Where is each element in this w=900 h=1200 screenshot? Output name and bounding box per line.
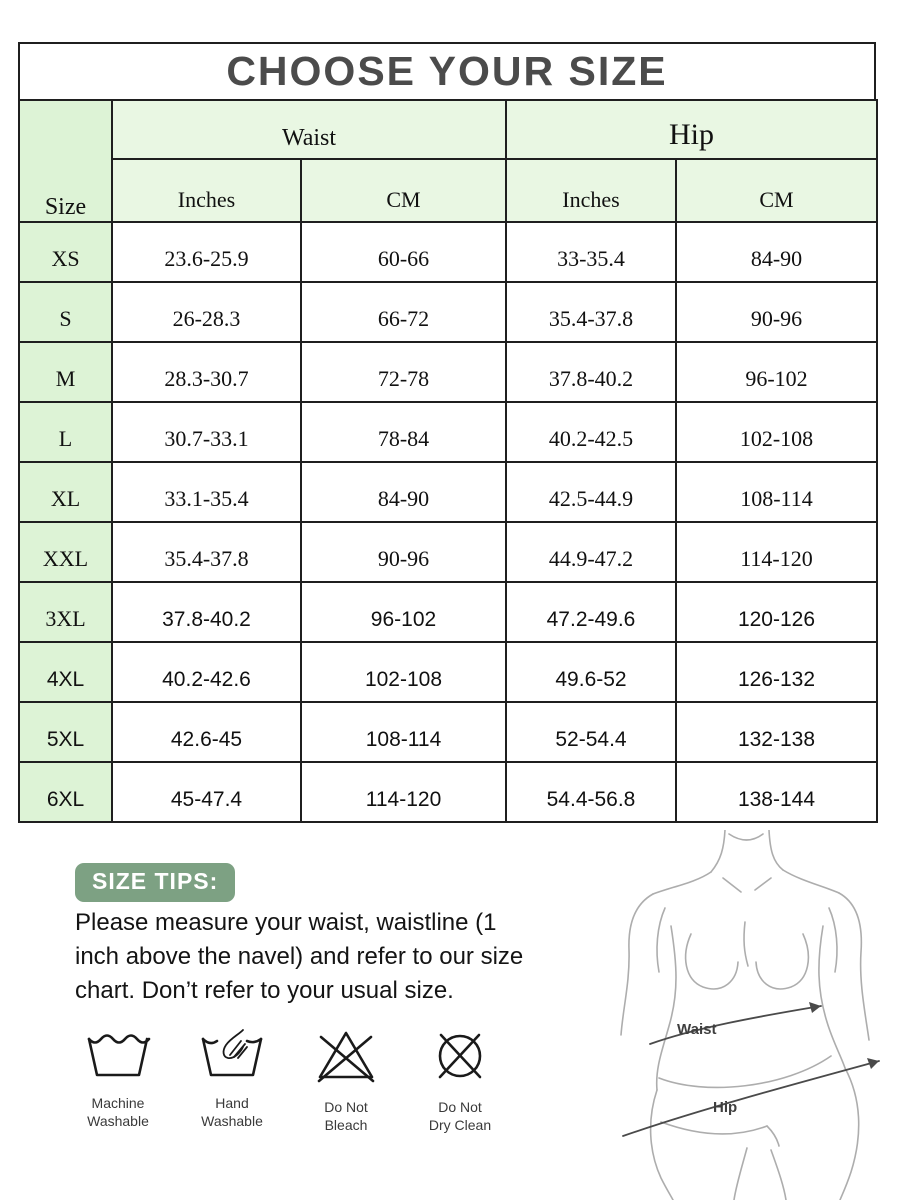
care-item-do-not-dry-clean — [410, 1028, 510, 1134]
page-title: CHOOSE YOUR SIZE — [226, 48, 668, 94]
title-box — [18, 42, 876, 101]
hip-inches-value: 47.2-49.6 — [506, 582, 676, 642]
waist-inches-value: 42.6-45 — [112, 702, 301, 762]
waist-cm-value: 60-66 — [301, 222, 506, 282]
waist-cm-value: 96-102 — [301, 582, 506, 642]
col-header-hip: Hip — [506, 100, 877, 159]
waist-cm-value: 72-78 — [301, 342, 506, 402]
hip-inches-value: 40.2-42.5 — [506, 402, 676, 462]
waist-inches-value: 28.3-30.7 — [112, 342, 301, 402]
hip-inches-value: 37.8-40.2 — [506, 342, 676, 402]
care-label: Hand Washable — [201, 1095, 263, 1129]
size-label: 5XL — [19, 702, 112, 762]
size-tips-badge: SIZE TIPS: — [75, 863, 235, 902]
figure-waist-label: Waist — [677, 1021, 717, 1038]
size-label: XL — [19, 462, 112, 522]
size-label: XXL — [19, 522, 112, 582]
care-item-hand-washable — [182, 1028, 282, 1134]
table-row-xxl — [19, 522, 877, 582]
hip-inches-value: 52-54.4 — [506, 702, 676, 762]
waist-inches-value: 26-28.3 — [112, 282, 301, 342]
col-header-waist-cm: CM — [301, 159, 506, 222]
care-label: Do Not Bleach — [324, 1099, 368, 1133]
waist-inches-value: 35.4-37.8 — [112, 522, 301, 582]
size-label: M — [19, 342, 112, 402]
do-not-bleach-icon — [311, 1028, 381, 1084]
waist-cm-value: 102-108 — [301, 642, 506, 702]
col-header-size: Size — [19, 100, 112, 222]
care-label: Machine Washable — [87, 1095, 149, 1129]
col-header-hip-cm: CM — [676, 159, 877, 222]
size-chart-table — [18, 99, 878, 823]
size-label: L — [19, 402, 112, 462]
size-tips-text: Please measure your waist, waistline (1 inch above the navel) and refer to our size chart. Don’t refer to your usual size. — [75, 909, 524, 1004]
hip-cm-value: 120-126 — [676, 582, 877, 642]
size-label: XS — [19, 222, 112, 282]
hip-inches-value: 49.6-52 — [506, 642, 676, 702]
measurement-figure — [595, 830, 900, 1200]
waist-cm-value: 108-114 — [301, 702, 506, 762]
waist-inches-value: 30.7-33.1 — [112, 402, 301, 462]
size-label: 4XL — [19, 642, 112, 702]
hip-cm-value: 90-96 — [676, 282, 877, 342]
waist-cm-value: 66-72 — [301, 282, 506, 342]
hip-cm-value: 96-102 — [676, 342, 877, 402]
care-label: Do Not Dry Clean — [428, 1099, 492, 1133]
hip-inches-value: 42.5-44.9 — [506, 462, 676, 522]
care-item-do-not-bleach — [296, 1028, 396, 1134]
waist-inches-value: 40.2-42.6 — [112, 642, 301, 702]
figure-hip-label: Hip — [713, 1099, 738, 1116]
waist-cm-value: 84-90 — [301, 462, 506, 522]
hip-cm-value: 132-138 — [676, 702, 877, 762]
waist-cm-value: 78-84 — [301, 402, 506, 462]
waist-inches-value: 45-47.4 — [112, 762, 301, 822]
machine-washable-icon — [83, 1028, 153, 1080]
care-instructions-row — [68, 1028, 510, 1134]
table-row-3xl — [19, 582, 877, 642]
table-row-6xl — [19, 762, 877, 822]
size-label: 3XL — [19, 582, 112, 642]
table-row-xs — [19, 222, 877, 282]
hip-cm-value: 108-114 — [676, 462, 877, 522]
hip-inches-value: 33-35.4 — [506, 222, 676, 282]
hip-inches-value: 44.9-47.2 — [506, 522, 676, 582]
size-chart-sheet — [18, 42, 876, 823]
waist-cm-value: 90-96 — [301, 522, 506, 582]
table-row-xl — [19, 462, 877, 522]
waist-inches-value: 23.6-25.9 — [112, 222, 301, 282]
care-item-machine-washable — [68, 1028, 168, 1134]
table-row-5xl — [19, 702, 877, 762]
hip-cm-value: 126-132 — [676, 642, 877, 702]
table-row-l — [19, 402, 877, 462]
table-row-m — [19, 342, 877, 402]
col-header-hip-inches: Inches — [506, 159, 676, 222]
bottom-section — [0, 830, 900, 1200]
size-label: S — [19, 282, 112, 342]
size-label: 6XL — [19, 762, 112, 822]
waist-cm-value: 114-120 — [301, 762, 506, 822]
waist-inches-value: 33.1-35.4 — [112, 462, 301, 522]
waist-inches-value: 37.8-40.2 — [112, 582, 301, 642]
hip-cm-value: 114-120 — [676, 522, 877, 582]
table-row-4xl — [19, 642, 877, 702]
hip-inches-value: 35.4-37.8 — [506, 282, 676, 342]
do-not-dry-clean-icon — [428, 1028, 492, 1084]
hip-inches-value: 54.4-56.8 — [506, 762, 676, 822]
hip-cm-value: 102-108 — [676, 402, 877, 462]
hip-cm-value: 138-144 — [676, 762, 877, 822]
table-row-s — [19, 282, 877, 342]
col-header-waist: Waist — [112, 100, 506, 159]
col-header-waist-inches: Inches — [112, 159, 301, 222]
hand-washable-icon — [197, 1028, 267, 1080]
hip-cm-value: 84-90 — [676, 222, 877, 282]
